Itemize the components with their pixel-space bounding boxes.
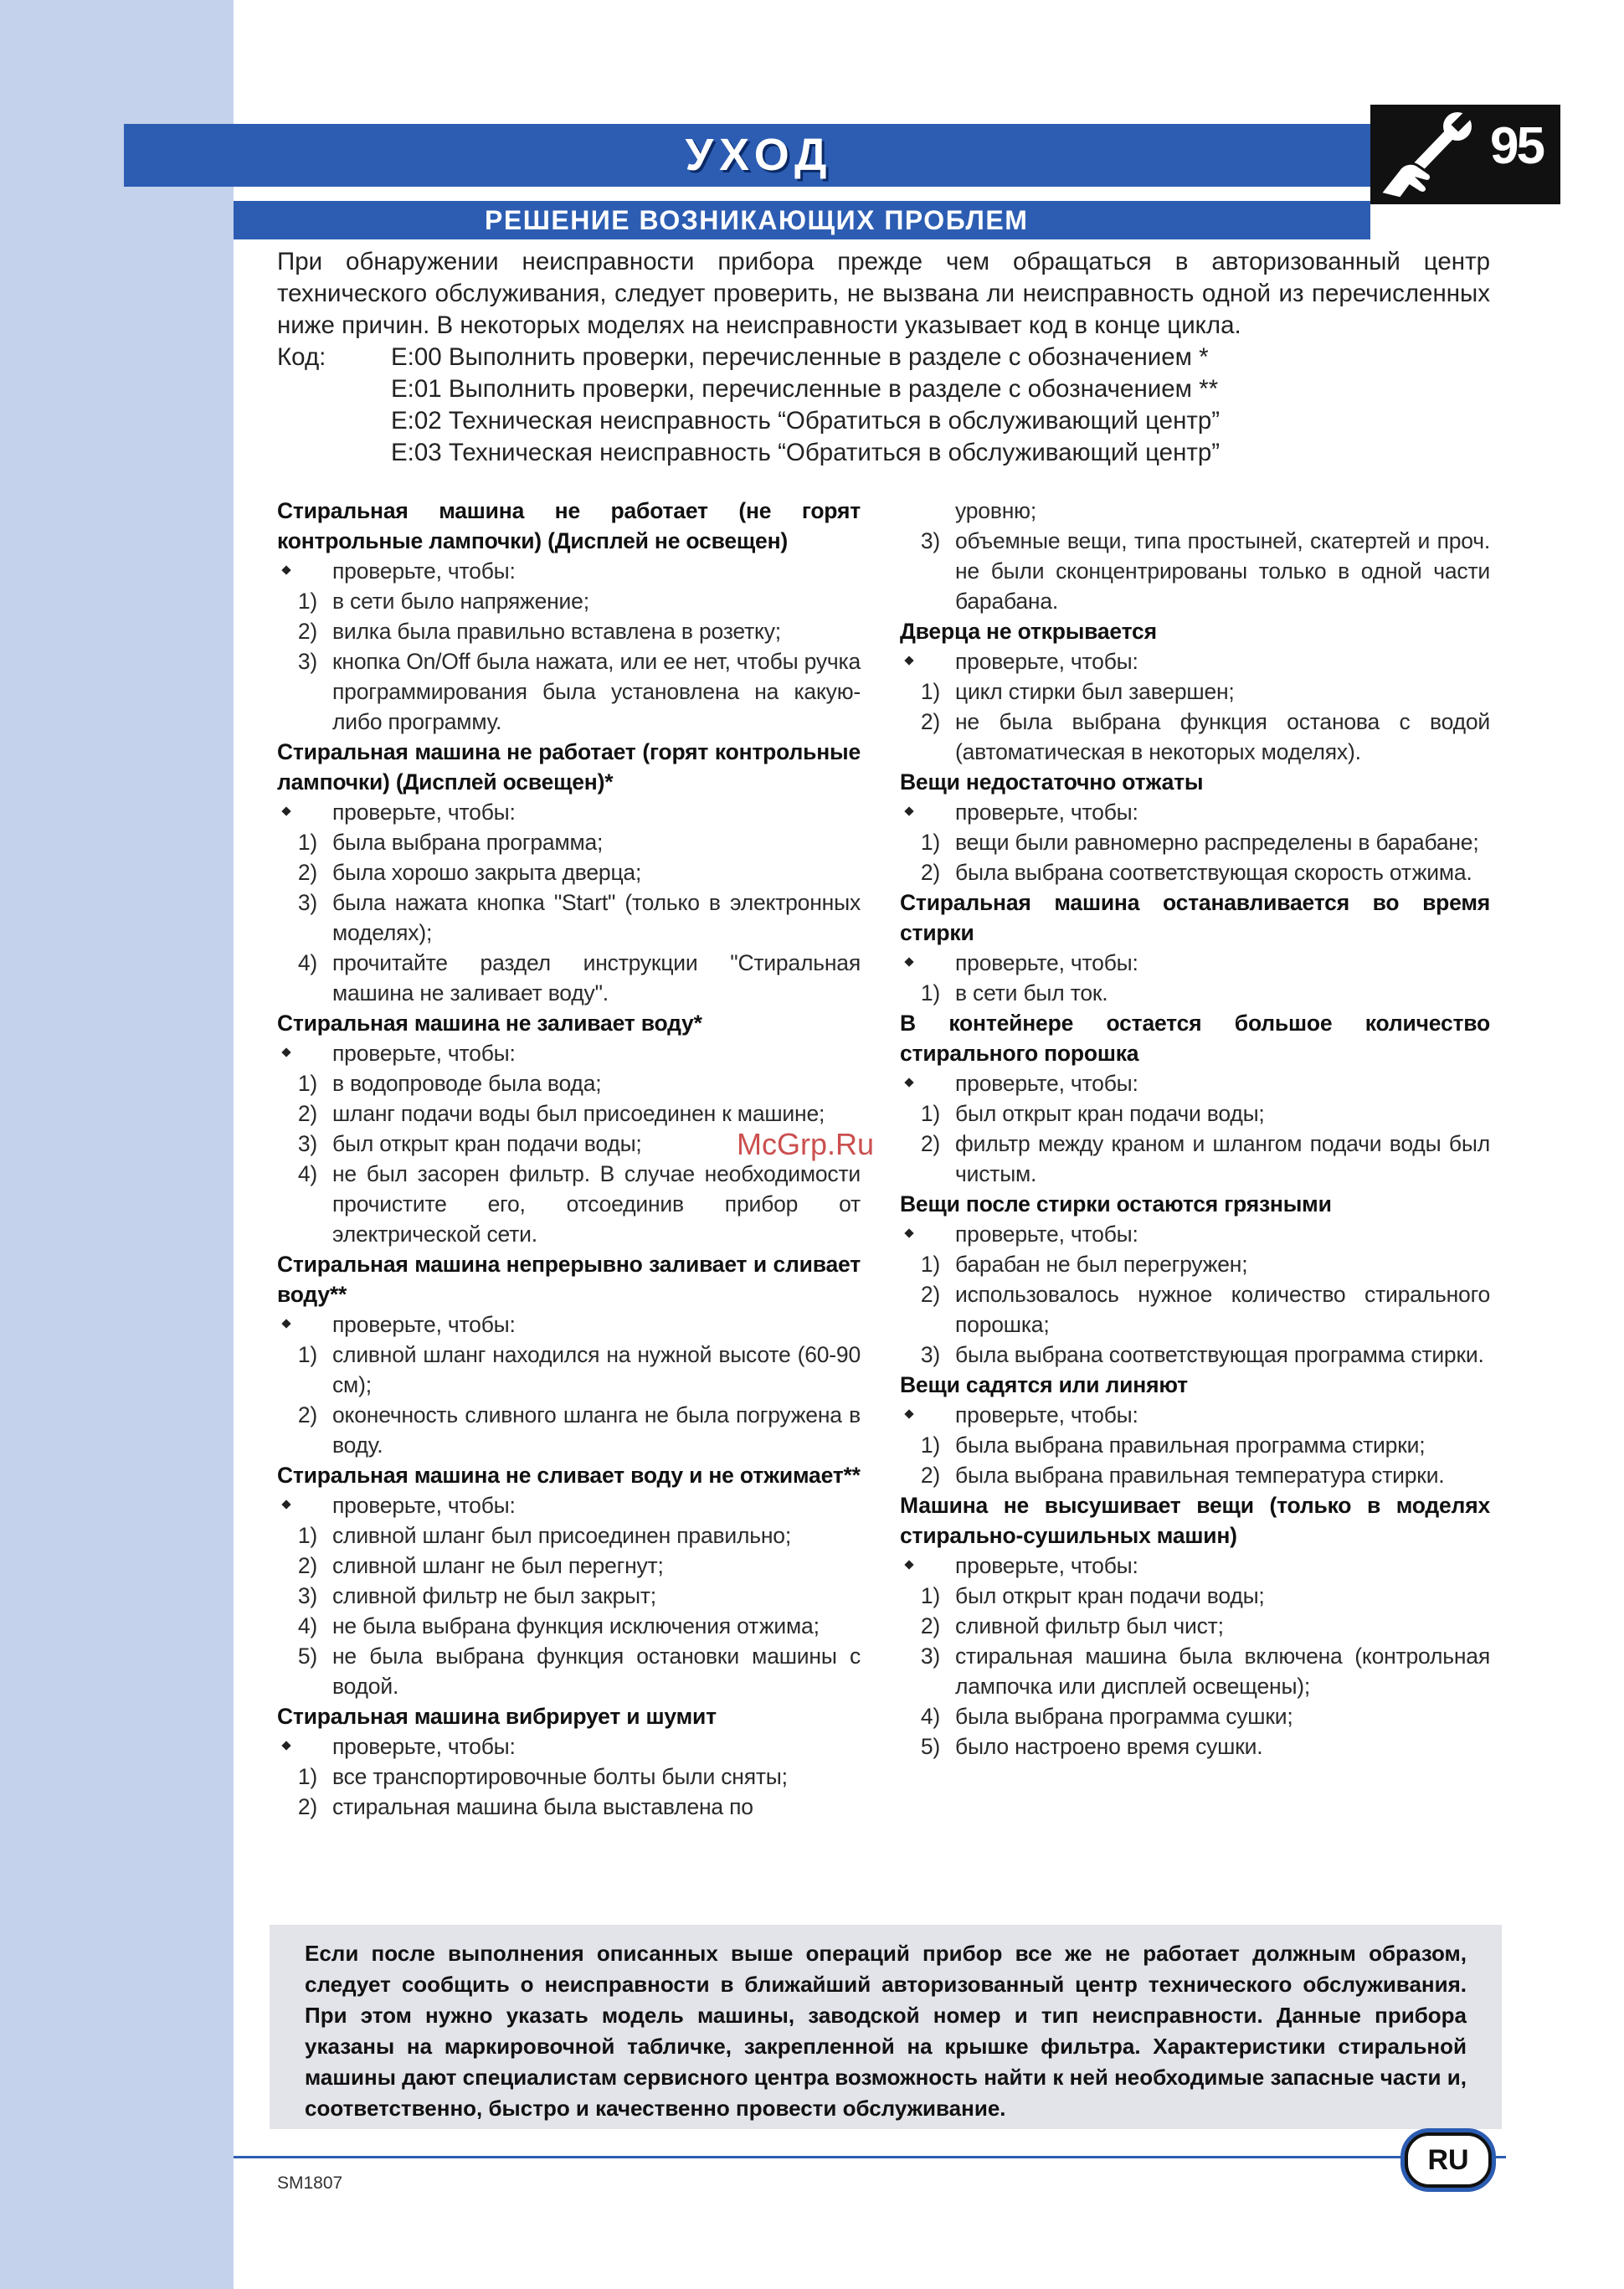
item-text: была выбрана соответствующая программа стирки. xyxy=(955,1342,1484,1367)
item-number: 2) xyxy=(297,1553,317,1578)
list-item xyxy=(277,1400,861,1460)
intro xyxy=(277,246,1490,469)
list-item xyxy=(277,1762,861,1792)
item-number: 2) xyxy=(920,1282,940,1307)
list-item xyxy=(277,1611,861,1641)
check-text: проверьте, чтобы: xyxy=(955,649,1138,674)
item-text: прочитайте раздел инструкции "Стиральная машина не заливает воду". xyxy=(332,950,861,1006)
intro-paragraph: При обнаружении неисправности прибора прежде чем обращаться в авторизованный центр технического обслуживания, следует проверить, не вызвана ли неисправность одной из перечисленных ниже причин. В некоторых моделях на неисправности указывает код в конце цикла. xyxy=(277,248,1490,339)
check-text: проверьте, чтобы: xyxy=(332,558,516,584)
item-number: 2) xyxy=(297,619,317,644)
check-row xyxy=(900,646,1490,676)
list-item xyxy=(277,857,861,887)
item-number: 1) xyxy=(297,1764,317,1789)
item-text: все транспортировочные болты были сняты; xyxy=(332,1764,788,1789)
list-item xyxy=(277,1581,861,1611)
check-row xyxy=(900,797,1490,827)
item-text: цикл стирки был завершен; xyxy=(955,679,1235,704)
check-text: проверьте, чтобы: xyxy=(955,1222,1138,1247)
error-codes xyxy=(277,342,1490,469)
item-number: 2) xyxy=(297,1794,317,1819)
list-item xyxy=(900,707,1490,767)
list-item xyxy=(900,1701,1490,1731)
list-item xyxy=(277,1641,861,1701)
language-badge-label: RU xyxy=(1427,2144,1469,2176)
item-number: 1) xyxy=(297,1523,317,1548)
list-item xyxy=(900,496,1490,526)
troubleshooting-section xyxy=(900,1490,1490,1762)
item-number: 1) xyxy=(920,980,940,1006)
language-badge xyxy=(1405,2132,1492,2188)
check-text: проверьте, чтобы: xyxy=(332,1041,516,1066)
list-item xyxy=(277,1792,861,1822)
check-text: проверьте, чтобы: xyxy=(332,1493,516,1518)
list-item xyxy=(900,676,1490,707)
item-text: была выбрана программа; xyxy=(332,830,604,855)
page-title: УХОД xyxy=(685,130,833,180)
list-item xyxy=(900,1611,1490,1641)
section-title: Стиральная машина не работает (горят контрольные лампочки) (Дисплей освещен)* xyxy=(277,739,861,795)
item-number: 1) xyxy=(297,1071,317,1096)
check-text: проверьте, чтобы: xyxy=(332,800,516,825)
troubleshooting-section xyxy=(277,1460,861,1701)
error-code-line: E:02 Техническая неисправность “Обратиться в обслуживающий центр” xyxy=(391,407,1221,435)
item-number: 2) xyxy=(920,1131,940,1156)
item-text: не был засорен фильтр. В случае необходимости прочистите его, отсоединив прибор от электрической сети. xyxy=(332,1161,861,1247)
item-number: 3) xyxy=(297,890,317,915)
section-heading: РЕШЕНИЕ ВОЗНИКАЮЩИХ ПРОБЛЕМ xyxy=(485,205,1029,235)
check-row xyxy=(277,1309,861,1340)
item-text: оконечность сливного шланга не была погружена в воду. xyxy=(332,1402,861,1458)
section-title: Стиральная машина не заливает воду* xyxy=(277,1011,702,1036)
list-item xyxy=(900,1098,1490,1129)
check-row xyxy=(900,1219,1490,1249)
list-item xyxy=(900,1641,1490,1701)
check-row xyxy=(900,1400,1490,1430)
section-title: Стиральная машина вибрирует и шумит xyxy=(277,1704,717,1729)
item-number: 1) xyxy=(920,1101,940,1126)
list-item xyxy=(900,1581,1490,1611)
bullet-diamond-icon xyxy=(277,797,332,827)
check-text: проверьте, чтобы: xyxy=(955,800,1138,825)
section-heading-bar xyxy=(234,201,1370,239)
item-number: 1) xyxy=(920,830,940,855)
page-number: 95 xyxy=(1490,117,1543,175)
list-item xyxy=(900,1249,1490,1279)
header-bar xyxy=(124,124,1370,187)
list-item xyxy=(277,1340,861,1400)
bullet-diamond-icon xyxy=(900,1551,955,1581)
list-item xyxy=(900,827,1490,857)
list-item xyxy=(277,827,861,857)
section-title: Стиральная машина не работает (не горят контрольные лампочки) (Дисплей не освещен) xyxy=(277,498,861,553)
right-column xyxy=(900,496,1490,1762)
bullet-diamond-icon xyxy=(277,1731,332,1762)
check-row xyxy=(900,948,1490,978)
item-text: сливной фильтр не был закрыт; xyxy=(332,1583,656,1608)
error-code-line: E:00 Выполнить проверки, перечисленные в разделе с обозначением * xyxy=(391,343,1209,371)
bullet-diamond-icon xyxy=(277,556,332,586)
item-text: в сети было напряжение; xyxy=(332,589,589,614)
header-icon-box xyxy=(1370,105,1560,204)
item-text: вещи были равномерно распределены в барабане; xyxy=(955,830,1479,855)
check-row xyxy=(900,1551,1490,1581)
check-text: проверьте, чтобы: xyxy=(332,1312,516,1337)
bullet-diamond-icon xyxy=(277,1038,332,1068)
list-item xyxy=(277,887,861,948)
bullet-diamond-icon xyxy=(277,1490,332,1520)
item-text: в водопроводе была вода; xyxy=(332,1071,602,1096)
item-text: вилка была правильно вставлена в розетку; xyxy=(332,619,781,644)
item-number: 4) xyxy=(297,1161,317,1186)
service-notice-text: Если после выполнения описанных выше операций прибор все же не работает должным образом, следует сообщить о неисправности в ближайший авторизованный центр технического обслуживания. При этом нужно указать модель машины, заводской номер и тип неисправности. Данные прибора указаны на маркировочной табличке, закрепленной на крышке фильтра. Характеристики стиральной машины дают специалистам сервисного центра возможность найти к ней необходимые запасные части и, соответственно, быстро и качественно провести обслуживание. xyxy=(305,1941,1467,2121)
section-title: Вещи недостаточно отжаты xyxy=(900,769,1204,795)
item-number: 4) xyxy=(297,950,317,975)
item-text: был открыт кран подачи воды; xyxy=(955,1101,1265,1126)
check-row xyxy=(277,1490,861,1520)
list-item xyxy=(900,1430,1490,1460)
troubleshooting-section xyxy=(900,1189,1490,1370)
list-item xyxy=(277,616,861,646)
list-item xyxy=(900,1731,1490,1762)
code-list xyxy=(391,342,1490,469)
error-code-line: E:01 Выполнить проверки, перечисленные в разделе с обозначением ** xyxy=(391,375,1219,403)
item-number: 1) xyxy=(920,1433,940,1458)
item-number: 2) xyxy=(297,1402,317,1427)
footer-rule xyxy=(234,2156,1506,2158)
watermark: McGrp.Ru xyxy=(737,1127,875,1161)
error-code-line: E:03 Техническая неисправность “Обратиться в обслуживающий центр” xyxy=(391,439,1221,466)
list-item xyxy=(900,1340,1490,1370)
item-number xyxy=(900,496,940,526)
item-text: в сети был ток. xyxy=(955,980,1108,1006)
troubleshooting-section xyxy=(277,737,861,1008)
list-item xyxy=(277,948,861,1008)
item-number: 2) xyxy=(297,1101,317,1126)
item-number: 5) xyxy=(920,1734,940,1759)
item-text: не была выбрана функция останова с водой (автоматическая в некоторых моделях). xyxy=(955,709,1490,764)
check-row xyxy=(277,556,861,586)
bullet-diamond-icon xyxy=(900,797,955,827)
item-text: была выбрана программа сушки; xyxy=(955,1704,1293,1729)
check-text: проверьте, чтобы: xyxy=(332,1734,516,1759)
item-number: 1) xyxy=(920,679,940,704)
item-text: барабан не был перегружен; xyxy=(955,1252,1248,1277)
item-text: сливной шланг был присоединен правильно; xyxy=(332,1523,791,1548)
check-text: проверьте, чтобы: xyxy=(955,1071,1138,1096)
item-text: не была выбрана функция исключения отжима; xyxy=(332,1613,820,1638)
troubleshooting-section xyxy=(900,1370,1490,1490)
item-number: 2) xyxy=(920,709,940,734)
check-text: проверьте, чтобы: xyxy=(955,950,1138,975)
bullet-diamond-icon xyxy=(900,948,955,978)
item-text: объемные вещи, типа простыней, скатертей и проч. не были сконцентрированы только в одной части барабана. xyxy=(955,528,1490,614)
item-number: 2) xyxy=(920,1613,940,1638)
troubleshooting-section xyxy=(900,887,1490,1008)
item-text: шланг подачи воды был присоединен к машине; xyxy=(332,1101,825,1126)
item-text: сливной шланг не был перегнут; xyxy=(332,1553,664,1578)
item-text: был открыт кран подачи воды; xyxy=(955,1583,1265,1608)
item-number: 4) xyxy=(297,1613,317,1638)
item-text: уровню; xyxy=(955,498,1036,523)
list-item xyxy=(277,586,861,616)
section-title: Дверца не открывается xyxy=(900,619,1157,644)
list-item xyxy=(900,1460,1490,1490)
item-text: была выбрана соответствующая скорость отжима. xyxy=(955,860,1472,885)
item-text: кнопка On/Off была нажата, или ее нет, чтобы ручка программирования была установлена на какую-либо программу. xyxy=(332,649,861,734)
list-item xyxy=(277,1520,861,1551)
wrench-hand-icon xyxy=(1375,110,1483,199)
troubleshooting-section xyxy=(900,616,1490,767)
list-item xyxy=(277,1068,861,1098)
item-number: 1) xyxy=(297,1342,317,1367)
item-number: 5) xyxy=(297,1643,317,1669)
bullet-diamond-icon xyxy=(900,1068,955,1098)
item-number: 2) xyxy=(920,1463,940,1488)
list-item xyxy=(900,526,1490,616)
item-number: 2) xyxy=(297,860,317,885)
bullet-diamond-icon xyxy=(900,1400,955,1430)
item-number: 1) xyxy=(920,1252,940,1277)
section-title: Стиральная машина останавливается во время стирки xyxy=(900,890,1490,945)
item-number: 3) xyxy=(297,649,317,674)
section-title: Стиральная машина непрерывно заливает и сливает воду** xyxy=(277,1252,861,1307)
troubleshooting-section xyxy=(277,1701,861,1822)
item-text: не была выбрана функция остановки машины с водой. xyxy=(332,1643,861,1699)
check-text: проверьте, чтобы: xyxy=(955,1553,1138,1578)
section-title: Машина не высушивает вещи (только в моделях стирально-сушильных машин) xyxy=(900,1493,1490,1548)
item-number: 3) xyxy=(920,528,940,553)
item-text: была выбрана правильная температура стирки. xyxy=(955,1463,1445,1488)
list-item xyxy=(900,857,1490,887)
item-text: использовалось нужное количество стирального порошка; xyxy=(955,1282,1490,1337)
list-item xyxy=(277,1551,861,1581)
check-row xyxy=(277,1038,861,1068)
item-number: 1) xyxy=(297,830,317,855)
item-number: 1) xyxy=(297,589,317,614)
list-item xyxy=(277,646,861,737)
item-text: была хорошо закрыта дверца; xyxy=(332,860,642,885)
item-text: стиральная машина была выставлена по xyxy=(332,1794,753,1819)
list-item xyxy=(277,1098,861,1129)
bullet-diamond-icon xyxy=(277,1309,332,1340)
item-number: 3) xyxy=(297,1131,317,1156)
bullet-diamond-icon xyxy=(900,1219,955,1249)
item-text: было настроено время сушки. xyxy=(955,1734,1263,1759)
item-text: сливной шланг находился на нужной высоте (60-90 см); xyxy=(332,1342,861,1397)
item-text: фильтр между краном и шлангом подачи воды был чистым. xyxy=(955,1131,1490,1186)
document-code: SM1807 xyxy=(277,2173,343,2193)
section-title: Вещи после стирки остаются грязными xyxy=(900,1191,1332,1217)
item-number: 3) xyxy=(297,1583,317,1608)
item-text: сливной фильтр был чист; xyxy=(955,1613,1224,1638)
service-notice-box xyxy=(270,1925,1502,2129)
list-item xyxy=(277,1159,861,1249)
page-sidebar-band xyxy=(0,0,234,2289)
item-number: 3) xyxy=(920,1342,940,1367)
item-number: 4) xyxy=(920,1704,940,1729)
check-text: проверьте, чтобы: xyxy=(955,1402,1138,1427)
section-title: В контейнере остается большое количество стирального порошка xyxy=(900,1011,1490,1066)
list-item xyxy=(900,978,1490,1008)
item-number: 1) xyxy=(920,1583,940,1608)
bullet-diamond-icon xyxy=(900,646,955,676)
list-item xyxy=(900,1279,1490,1340)
item-number: 3) xyxy=(920,1643,940,1669)
troubleshooting-section xyxy=(900,767,1490,887)
code-label: Код: xyxy=(277,343,326,371)
item-number: 2) xyxy=(920,860,940,885)
section-title: Вещи садятся или линяют xyxy=(900,1372,1188,1397)
item-text: была выбрана правильная программа стирки; xyxy=(955,1433,1426,1458)
check-row xyxy=(900,1068,1490,1098)
check-row xyxy=(277,1731,861,1762)
item-text: был открыт кран подачи воды; xyxy=(332,1131,642,1156)
troubleshooting-section xyxy=(277,496,861,737)
section-title: Стиральная машина не сливает воду и не отжимает** xyxy=(277,1463,861,1488)
troubleshooting-section xyxy=(277,1249,861,1460)
check-row xyxy=(277,797,861,827)
troubleshooting-section xyxy=(900,1008,1490,1189)
troubleshooting-section xyxy=(900,496,1490,616)
item-text: была нажата кнопка "Start" (только в электронных моделях); xyxy=(332,890,861,945)
list-item xyxy=(900,1129,1490,1189)
item-text: стиральная машина была включена (контрольная лампочка или дисплей освещены); xyxy=(955,1643,1490,1699)
